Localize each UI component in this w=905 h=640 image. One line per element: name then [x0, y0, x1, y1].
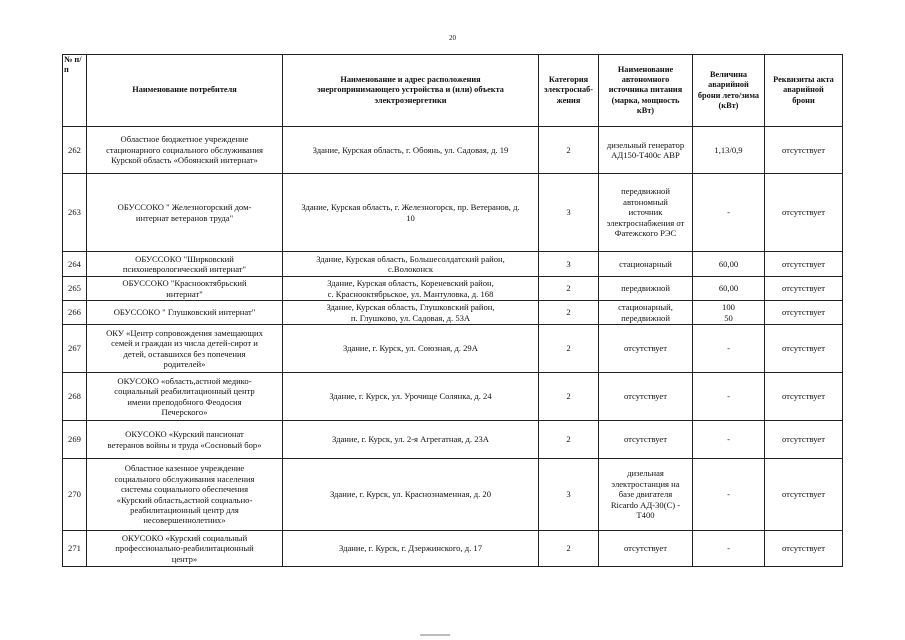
cell-consumer: ОКУСОКО «область,астной медико- социальный реабилитационный центр имени преподобного Феодосия Печерского» [87, 373, 283, 421]
table-row [63, 459, 843, 531]
cell-address: Здание, г. Курск, г. Дзержинского, д. 17 [283, 531, 539, 567]
cell-source: дизельная электростанция на базе двигателя Ricardo АД-30(С) - Т400 [599, 459, 693, 531]
cell-consumer: ОБУССОКО " Железногорский дом- интернат ветеранов труда" [87, 174, 283, 252]
cell-num: 263 [63, 174, 87, 252]
header-address: Наименование и адрес расположения энергопринимающего устройства и (или) объекта электроэнергетики [283, 55, 539, 127]
cell-source: передвижной [599, 277, 693, 301]
cell-category: 3 [539, 174, 599, 252]
cell-address: Здание, г. Курск, ул. Урочище Солянка, д. 24 [283, 373, 539, 421]
cell-reserve: 60,00 [693, 277, 765, 301]
cell-category: 2 [539, 373, 599, 421]
cell-consumer: ОБУССОКО " Глушковский интернат" [87, 301, 283, 325]
header-reserve: Величина аварийной брони лето/зима (кВт) [693, 55, 765, 127]
cell-consumer: ОБУССОКО "Краснооктябрьский интернат" [87, 277, 283, 301]
cell-source: отсутствует [599, 373, 693, 421]
cell-consumer: ОКУСОКО «Курский пансионат ветеранов войны и труда «Сосновый бор» [87, 421, 283, 459]
table-row [63, 373, 843, 421]
cell-consumer: ОКУ «Центр сопровождения замещающих семей и граждан из числа детей-сирот и детей, оставшихся без попечения родителей» [87, 325, 283, 373]
page-edge-mark [420, 634, 450, 636]
cell-consumer: ОБУССОКО "Ширковский психоневрологический интернат" [87, 252, 283, 277]
cell-act: отсутствует [765, 301, 843, 325]
cell-num: 271 [63, 531, 87, 567]
header-source: Наименование автономного источника питания (марка, мощность кВт) [599, 55, 693, 127]
cell-address: Здание, Курская область, Глушковский район, п. Глушково, ул. Садовая, д. 53А [283, 301, 539, 325]
cell-num: 265 [63, 277, 87, 301]
cell-reserve: - [693, 174, 765, 252]
cell-act: отсутствует [765, 252, 843, 277]
cell-category: 3 [539, 252, 599, 277]
cell-act: отсутствует [765, 174, 843, 252]
cell-act: отсутствует [765, 373, 843, 421]
cell-category: 3 [539, 459, 599, 531]
cell-reserve: - [693, 531, 765, 567]
cell-source: отсутствует [599, 325, 693, 373]
cell-address: Здание, г. Курск, ул. Союзная, д. 29А [283, 325, 539, 373]
cell-category: 2 [539, 277, 599, 301]
cell-reserve: 100 50 [693, 301, 765, 325]
cell-act: отсутствует [765, 325, 843, 373]
cell-category: 2 [539, 531, 599, 567]
cell-source: стационарный, передвижной [599, 301, 693, 325]
header-num: № п/п [63, 55, 87, 127]
cell-source: стационарный [599, 252, 693, 277]
cell-consumer: Областное казенное учреждение социального обслуживания населения системы социального обеспечения «Курский область,астной социально- реабилитационный центр для несовершеннолетних» [87, 459, 283, 531]
table-row [63, 421, 843, 459]
cell-num: 268 [63, 373, 87, 421]
cell-reserve: 1,13/0,9 [693, 127, 765, 174]
cell-source: дизельный генератор АД150-Т400с АВР [599, 127, 693, 174]
cell-num: 264 [63, 252, 87, 277]
cell-category: 2 [539, 301, 599, 325]
table-row [63, 174, 843, 252]
table-row [63, 127, 843, 174]
cell-act: отсутствует [765, 531, 843, 567]
cell-category: 2 [539, 421, 599, 459]
header-act: Реквизиты акта аварийной брони [765, 55, 843, 127]
cell-act: отсутствует [765, 277, 843, 301]
cell-num: 266 [63, 301, 87, 325]
cell-num: 269 [63, 421, 87, 459]
cell-reserve: - [693, 459, 765, 531]
table-row [63, 277, 843, 301]
cell-reserve: - [693, 325, 765, 373]
consumers-table [62, 54, 843, 567]
cell-act: отсутствует [765, 459, 843, 531]
header-category: Категория электроснаб- жения [539, 55, 599, 127]
cell-address: Здание, Курская область, Кореневский район, с. Краснооктябрьское, ул. Мантуловка, д. 168 [283, 277, 539, 301]
cell-reserve: - [693, 421, 765, 459]
cell-num: 262 [63, 127, 87, 174]
cell-address: Здание, Курская область, Большесолдатский район, с.Волоконск [283, 252, 539, 277]
cell-address: Здание, Курская область, г. Обоянь, ул. Садовая, д. 19 [283, 127, 539, 174]
cell-source: передвижной автономный источник электроснабжения от Фатежского РЭС [599, 174, 693, 252]
cell-source: отсутствует [599, 531, 693, 567]
cell-source: отсутствует [599, 421, 693, 459]
cell-category: 2 [539, 127, 599, 174]
cell-consumer: ОКУСОКО «Курский социальный профессионально-реабилитационный центр» [87, 531, 283, 567]
cell-address: Здание, г. Курск, ул. 2-я Агрегатная, д. 23А [283, 421, 539, 459]
table-row [63, 531, 843, 567]
cell-num: 267 [63, 325, 87, 373]
header-consumer: Наименование потребителя [87, 55, 283, 127]
cell-reserve: 60,00 [693, 252, 765, 277]
cell-act: отсутствует [765, 421, 843, 459]
table-header-row [63, 55, 843, 127]
cell-address: Здание, г. Курск, ул. Краснознаменная, д. 20 [283, 459, 539, 531]
cell-category: 2 [539, 325, 599, 373]
cell-reserve: - [693, 373, 765, 421]
table-row [63, 325, 843, 373]
cell-address: Здание, Курская область, г. Железногорск, пр. Ветеранов, д. 10 [283, 174, 539, 252]
table-row [63, 252, 843, 277]
cell-num: 270 [63, 459, 87, 531]
page-number: 20 [449, 34, 456, 42]
cell-consumer: Областное бюджетное учреждение стационарного социального обслуживания Курской область «Обоянский интернат» [87, 127, 283, 174]
cell-act: отсутствует [765, 127, 843, 174]
table-row [63, 301, 843, 325]
